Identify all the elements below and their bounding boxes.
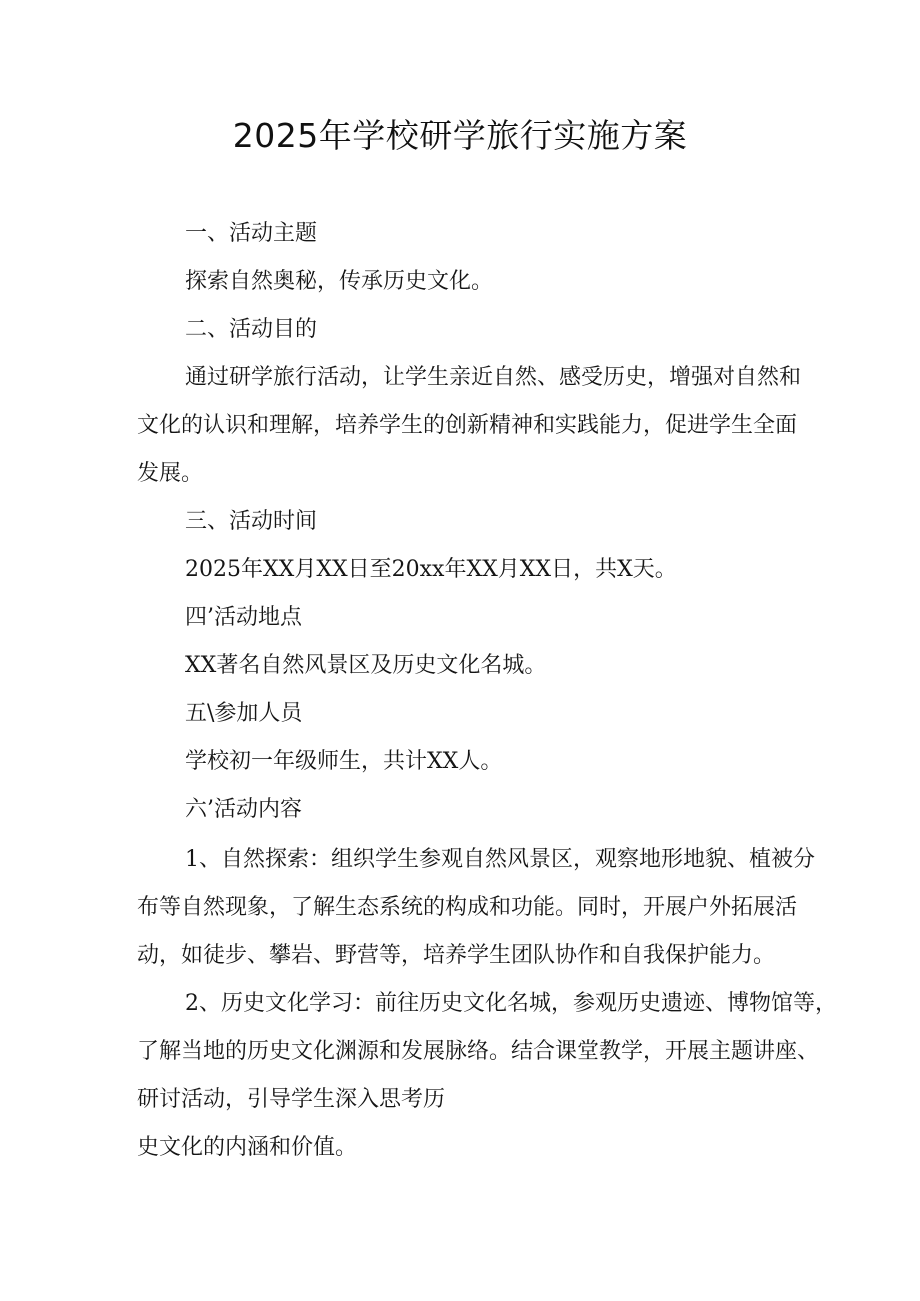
paragraph-nature-line-1: 1、自然探索：组织学生参观自然风景区，观察地形地貌、植被分 — [185, 847, 815, 872]
paragraph-nature-line-2: 布等自然现象，了解生态系统的构成和功能。同时，开展户外拓展活 — [137, 895, 798, 920]
section-heading-participants: 五\参加人员 — [185, 701, 303, 726]
paragraph-participants: 学校初一年级师生，共计XX人。 — [185, 749, 503, 774]
paragraph-nature-line-3: 动，如徒步、攀岩、野营等，培养学生团队协作和自我保护能力。 — [137, 943, 776, 968]
paragraph-history-line-1: 2、历史文化学习：前往历史文化名城，参观历史遗迹、博物馆等， — [185, 991, 837, 1016]
paragraph-location: XX著名自然风景区及历史文化名城。 — [185, 653, 547, 678]
paragraph-history-line-4: 史文化的内涵和价值。 — [137, 1135, 358, 1160]
paragraph-history-line-3: 研讨活动，引导学生深入思考历 — [137, 1087, 446, 1112]
paragraph-purpose-line-1: 通过研学旅行活动，让学生亲近自然、感受历史，增强对自然和 — [185, 365, 802, 390]
section-heading-time: 三、活动时间 — [185, 509, 318, 534]
paragraph-purpose-line-2: 文化的认识和理解，培养学生的创新精神和实践能力，促进学生全面 — [137, 413, 798, 438]
paragraph-purpose-line-3: 发展。 — [137, 461, 204, 486]
section-heading-purpose: 二、活动目的 — [185, 317, 318, 342]
document-title: 2025年学校研学旅行实施方案 — [232, 116, 688, 155]
section-heading-content: 六’活动内容 — [185, 797, 302, 822]
section-heading-theme: 一、活动主题 — [185, 221, 318, 246]
paragraph-history-line-2: 了解当地的历史文化渊源和发展脉络。结合课堂教学，开展主题讲座、 — [137, 1039, 820, 1064]
paragraph-theme: 探索自然奥秘，传承历史文化。 — [185, 269, 494, 294]
paragraph-time: 2025年XX月XX日至20xx年XX月XX日，共X天。 — [185, 557, 677, 582]
section-heading-location: 四’活动地点 — [185, 605, 302, 630]
